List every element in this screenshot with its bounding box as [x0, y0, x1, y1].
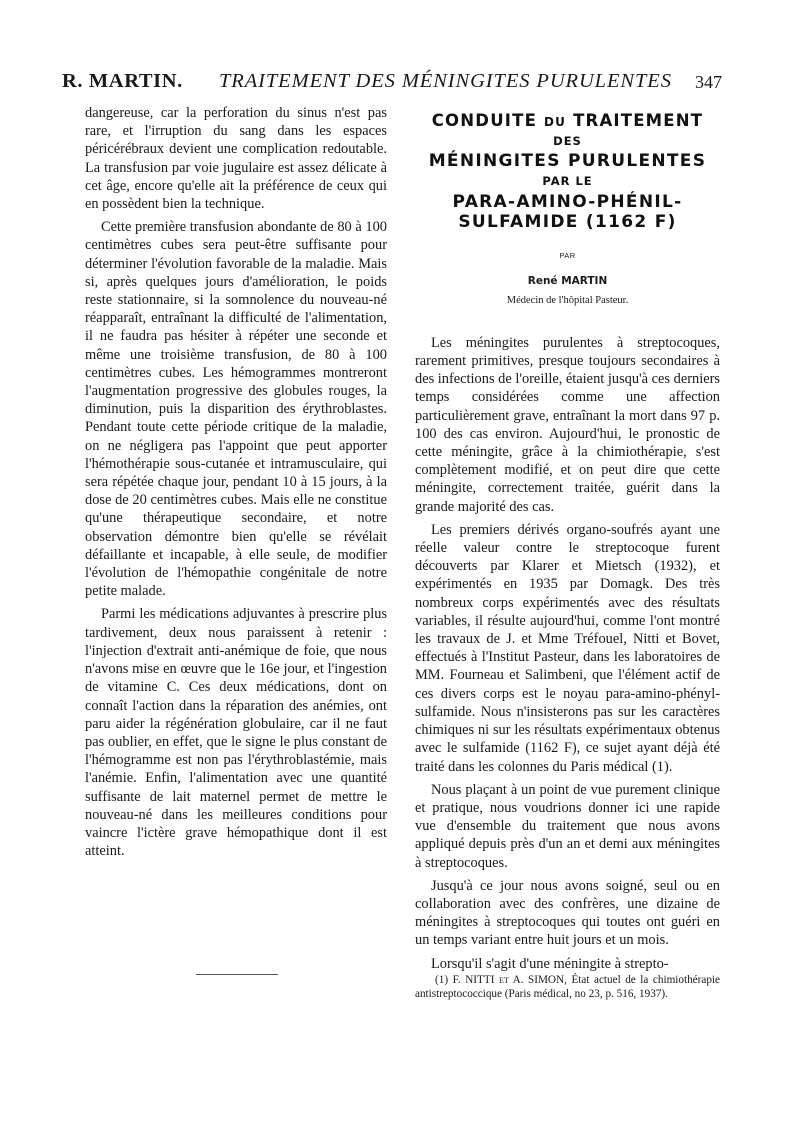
section-end-rule	[196, 974, 278, 975]
article-paragraph-3: Nous plaçant à un point de vue purement clinique et pratique, nous voudrions donner ici une rapide vue d'ensemble du traitement que nous avons appliqué depuis près d'un an et demi aux méningites à streptocoques.	[415, 781, 720, 871]
running-head-title: TRAITEMENT DES MÉNINGITES PURULENTES	[219, 70, 672, 92]
article-title-line-3: MÉNINGITES PURULENTES	[428, 151, 707, 172]
article-affiliation: Médecin de l'hôpital Pasteur.	[506, 294, 629, 306]
article-title-line-2: DES	[553, 134, 582, 149]
left-column	[85, 104, 387, 860]
running-head-author: R. MARTIN.	[62, 70, 183, 92]
article-title-line-4: PAR LE	[542, 173, 593, 188]
left-paragraph-3: Parmi les médications adjuvantes à prescrire plus tardivement, deux nous paraissent à retenir : l'injection d'extrait anti-anémique de foie, que nous n'avons mise en œuvre que le 16e jour, et l'ingestion de vitamine C. Ces deux médications, dont on connaît l'action dans la réparation des anémies, ont paru aider la régénération globulaire, car il ne faut pas oublier, en effet, que le signe le plus constant de l'hémogramme est non pas l'érythroblastémie, mais l'anémie. Enfin, l'alimentation avec une quantité suffisante de lait maternel permet de mettre le nouveau-né dans les meilleures conditions pour vaincre l'ictère grave hémopathique dont il est atteint.	[85, 606, 387, 860]
article-paragraph-1: Les méningites purulentes à streptocoques, rarement primitives, presque toujours secondaires à des infections de l'oreille, étaient jusqu'à ces derniers temps considérées comme une affection particulièrement grave, entraînant la mort dans 97 p. 100 des cas environ. Aujourd'hui, le pronostic de cette méningite, grâce à la chimiothérapie, s'est complètement modifié, et on peut dire que cette méningite, correctement traitée, guérit dans la grande majorité des cas.	[415, 334, 720, 515]
article-by: PAR	[559, 251, 576, 261]
article-title-line-5: PARA-AMINO-PHÉNIL-	[452, 191, 683, 212]
footnote	[415, 973, 720, 1002]
article-paragraph-2: Les premiers dérivés organo-soufrés ayant une réelle valeur contre le streptocoque furent découverts par Klarer et Mietsch (1932), et expérimentés en 1935 par Domagk. Des très nombreux corps expérimentés avec des résultats variables, il résulte aujourd'hui, comme l'ont montré les travaux de J. et Mme Tréfouel, Nitti et Bovet, effectués à l'Institut Pasteur, dans les laboratoires de MM. Fourneau et Salimbeni, que l'élément actif de ces divers corps est le noyau para-amino-phényl-sulfamide. Nous n'insisterons pas sur les caractères chimiques ni sur les résultats expérimentaux obtenus avec le sulfamide (1162 F), ce sujet ayant déjà été traité dans les colonnes du Paris médical (1).	[415, 521, 720, 775]
footnote-text: État actuel de la chimiothérapie antistreptococcique (Paris médical, no 23, p. 516, 1937).	[415, 973, 721, 1001]
article-author: René MARTIN	[527, 275, 608, 288]
article-title-word-du: DU	[544, 115, 567, 129]
article-body	[415, 334, 720, 973]
running-head	[62, 70, 722, 102]
right-column	[415, 108, 720, 1002]
article-title-line-1	[415, 112, 720, 131]
article-title-line-6: SULFAMIDE (1162 F)	[458, 212, 677, 233]
article-paragraph-4: Jusqu'à ce jour nous avons soigné, seul ou en collaboration avec des confrères, une dizaine de méningites à streptocoques qui toutes ont guéri en un temps variant entre huit jours et un mois.	[415, 877, 720, 949]
left-paragraph-1: dangereuse, car la perforation du sinus n'est pas rare, et l'irruption du sang dans les espaces péricérébraux devient une complication redoutable. La transfusion par voie jugulaire est assez délicate à cet âge, encore qu'elle ait la préférence de ceux qui en possèdent bien la technique.	[85, 105, 387, 213]
left-paragraph-2: Cette première transfusion abondante de 80 à 100 centimètres cubes sera peut-être suffisante pour déterminer l'évolution favorable de la maladie. Mais si, après quelques jours d'amélioration, le poids reste stationnaire, si la somnolence du nouveau-né réapparaît, entraînant la difficulté de l'alimentation, il ne faudra pas hésiter à répéter une seconde et même une troisième transfusion, de 80 à 100 centimètres cubes. Les hémogrammes montreront l'augmentation progressive des globules rouges, la diminution, puis la disparition des érythroblastes. Pendant toute cette période critique de la maladie, on ne négligera pas l'appoint que peut apporter l'hémothérapie sous-cutanée et intramusculaire, qui sera répétée chaque jour, pendant 10 à 15 jours, à la dose de 20 centimètres cubes. Mais elle ne constitue qu'une thérapeutique secondaire, et notre observation démontre bien qu'elle se révélait défaillante et incapable, à elle seule, de modifier l'évolution de l'hémopathie congénitale de notre petite malade.	[85, 219, 387, 600]
article-title-word-conduite: CONDUITE	[431, 111, 538, 130]
article-paragraph-5: Lorsqu'il s'agit d'une méningite à strepto-	[431, 955, 669, 972]
article-title-word-traitement: TRAITEMENT	[573, 111, 704, 130]
footnote-number: (1)	[435, 973, 449, 986]
footnote-authors: F. NITTI et A. SIMON,	[452, 973, 567, 986]
page-number: 347	[695, 72, 722, 92]
